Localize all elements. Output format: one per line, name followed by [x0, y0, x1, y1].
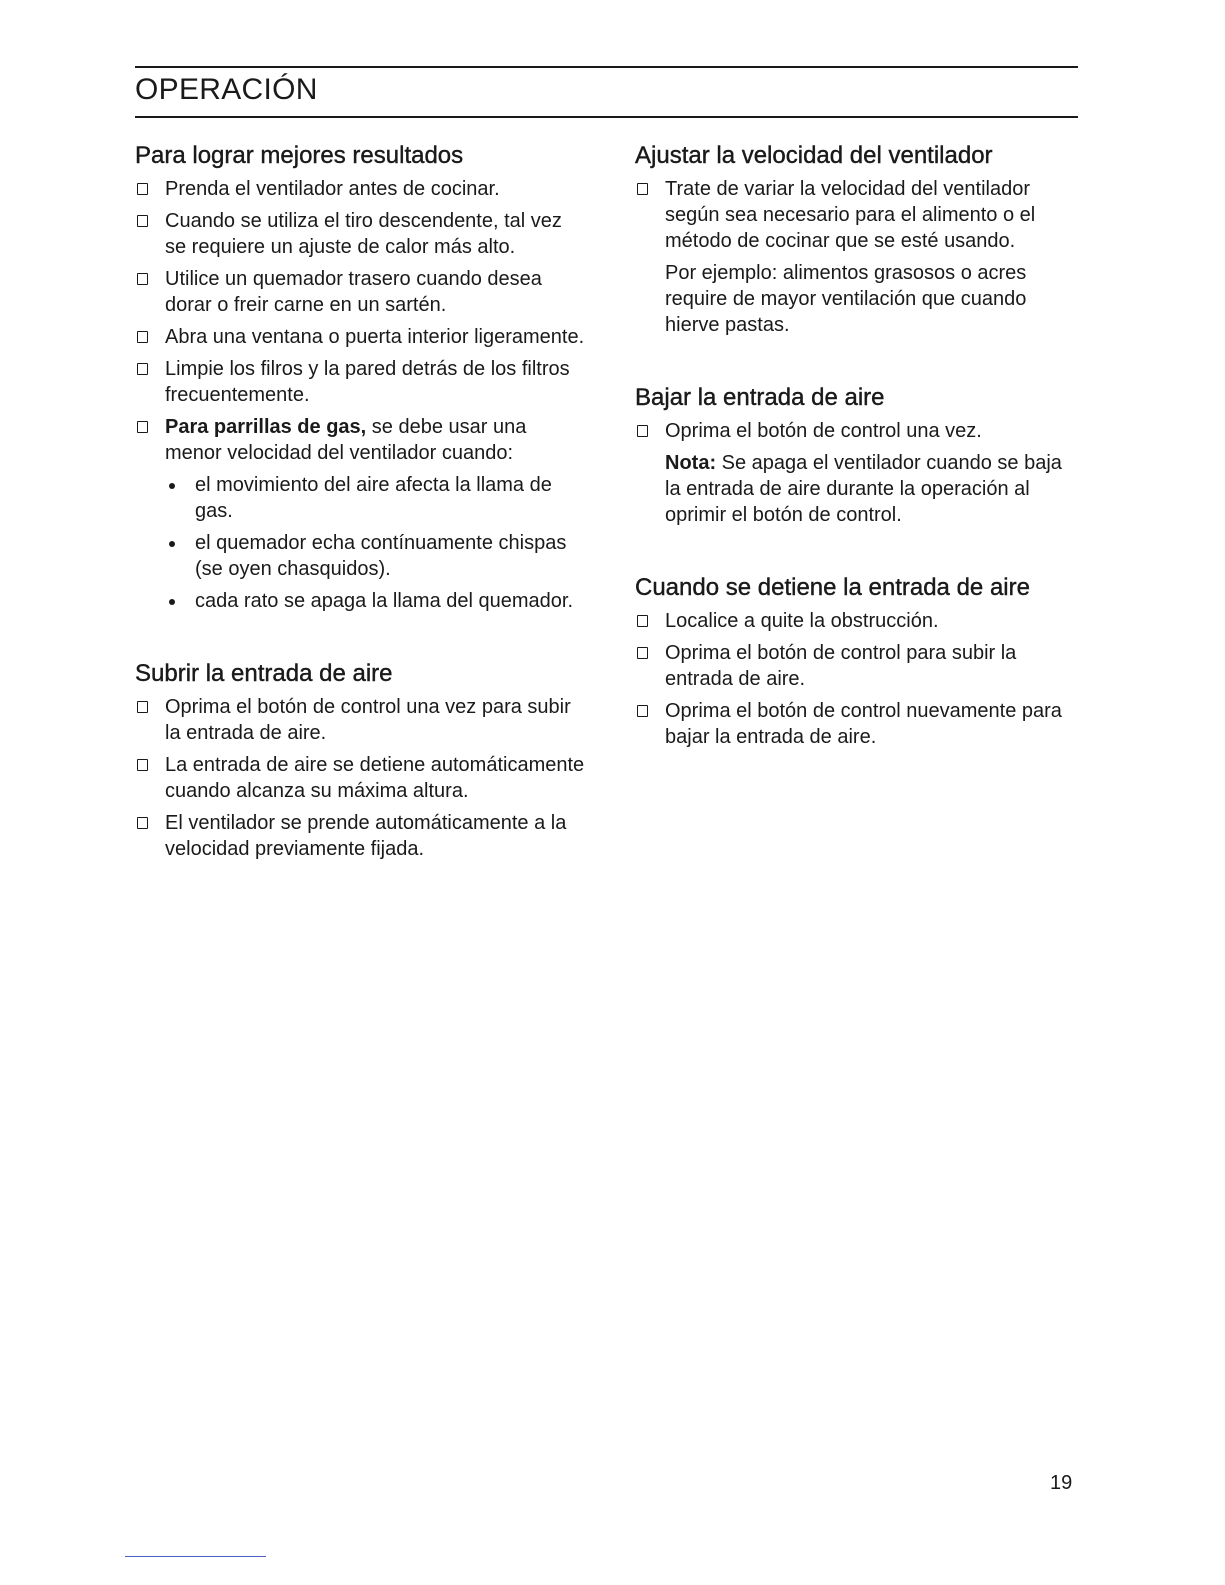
checkbox-icon: [137, 363, 148, 375]
note-paragraph: Nota: Se apaga el ventilador cuando se baja la entrada de aire durante la operación al oprimir el botón de control.: [665, 452, 1062, 526]
list-item: Oprima el botón de control para subir la entrada de aire.: [635, 640, 1080, 692]
list-item: El ventilador se prende automáticamente a la velocidad previamente fijada.: [135, 810, 585, 862]
list-item-gas: Para parrillas de gas, se debe usar una menor velocidad del ventilador cuando:: [135, 414, 585, 466]
top-rule: [135, 66, 1078, 68]
checkbox-icon: [137, 183, 148, 195]
list-item: Oprima el botón de control una vez.: [635, 418, 1080, 444]
heading-raise-air-intake: Subrir la entrada de aire: [135, 660, 393, 687]
checkbox-icon: [137, 215, 148, 227]
bullet-icon: [169, 483, 175, 489]
checkbox-icon: [637, 425, 648, 437]
bullet-icon: [169, 599, 175, 605]
heading-fan-speed: Ajustar la velocidad del ventilador: [635, 142, 993, 169]
checkbox-icon: [137, 701, 148, 713]
checkbox-icon: [137, 759, 148, 771]
checkbox-icon: [637, 183, 648, 195]
list-item: Abra una ventana o puerta interior ligeramente.: [135, 324, 585, 350]
checkbox-icon: [137, 817, 148, 829]
list-item: Trate de variar la velocidad del ventilador según sea necesario para el alimento o el método de cocinar que se esté usando.: [635, 176, 1080, 254]
heading-lower-air-intake: Bajar la entrada de aire: [635, 384, 885, 411]
checkbox-icon: [137, 273, 148, 285]
bullet-item: el movimiento del aire afecta la llama de gas.: [135, 472, 585, 524]
list-item: Localice a quite la obstrucción.: [635, 608, 1080, 634]
page-number: 19: [1050, 1472, 1073, 1494]
title-underline: [135, 116, 1078, 118]
footer-underline: [125, 1556, 266, 1557]
checkbox-icon: [637, 615, 648, 627]
page-title: OPERACIÓN: [135, 73, 318, 106]
heading-best-results: Para lograr mejores resultados: [135, 142, 464, 169]
list-item: Prenda el ventilador antes de cocinar.: [135, 176, 585, 202]
list-item: Utilice un quemador trasero cuando desea dorar o freir carne en un sartén.: [135, 266, 585, 318]
checkbox-icon: [137, 331, 148, 343]
bullet-item: el quemador echa contínuamente chispas (se oyen chasquidos).: [135, 530, 585, 582]
example-paragraph: Por ejemplo: alimentos grasosos o acres require de mayor ventilación que cuando hierve pastas.: [665, 262, 1027, 336]
list-item: Oprima el botón de control nuevamente para bajar la entrada de aire.: [635, 698, 1080, 750]
list-item: Cuando se utiliza el tiro descendente, tal vez se requiere un ajuste de calor más alto.: [135, 208, 585, 260]
checkbox-icon: [137, 421, 148, 433]
list-item: Oprima el botón de control una vez para subir la entrada de aire.: [135, 694, 585, 746]
bullet-item: cada rato se apaga la llama del quemador.: [135, 588, 585, 614]
right-column: [635, 140, 1080, 756]
bullet-icon: [169, 541, 175, 547]
checkbox-icon: [637, 705, 648, 717]
list-item: Limpie los filros y la pared detrás de los filtros frecuentemente.: [135, 356, 585, 408]
left-column: [135, 140, 585, 868]
heading-air-intake-stops: Cuando se detiene la entrada de aire: [635, 574, 1030, 601]
checkbox-icon: [637, 647, 648, 659]
list-item: La entrada de aire se detiene automáticamente cuando alcanza su máxima altura.: [135, 752, 585, 804]
